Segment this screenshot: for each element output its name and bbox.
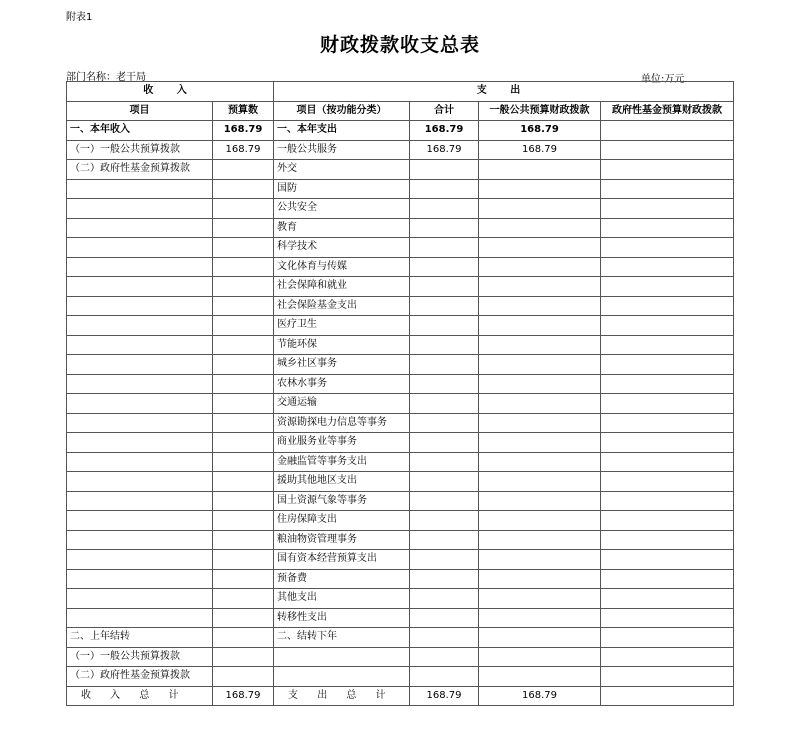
- general-budget-cell: [479, 238, 601, 258]
- expense-item-cell: 社会保障和就业: [274, 277, 410, 297]
- expense-item-cell: 资源勘探电力信息等事务: [274, 413, 410, 433]
- budget-cell: [213, 355, 274, 375]
- col-header-item-func: 项目（按功能分类）: [274, 101, 410, 121]
- budget-cell: [213, 530, 274, 550]
- income-item-cell: [67, 277, 213, 297]
- budget-cell: [213, 550, 274, 570]
- fund-budget-cell: [601, 511, 734, 531]
- income-item-cell: （二）政府性基金预算拨款: [67, 160, 213, 180]
- income-item-cell: [67, 257, 213, 277]
- general-budget-cell: 168.79: [479, 121, 601, 141]
- expense-item-cell: 转移性支出: [274, 608, 410, 628]
- budget-cell: [213, 374, 274, 394]
- expense-item-cell: 交通运输: [274, 394, 410, 414]
- budget-table: [66, 81, 734, 706]
- table-row: [67, 628, 734, 648]
- income-item-cell: [67, 452, 213, 472]
- expense-item-cell: 外交: [274, 160, 410, 180]
- expense-item-cell: 节能环保: [274, 335, 410, 355]
- fund-budget-cell: [601, 238, 734, 258]
- table-row: [67, 647, 734, 667]
- income-item-cell: [67, 316, 213, 336]
- col-header-item: 项目: [67, 101, 213, 121]
- table-row: [67, 238, 734, 258]
- expense-item-cell: 科学技术: [274, 238, 410, 258]
- general-budget-cell: [479, 491, 601, 511]
- income-header: 收 入: [67, 82, 274, 102]
- income-item-cell: （一）一般公共预算拨款: [67, 647, 213, 667]
- unit-label: 单位:万元: [641, 74, 685, 85]
- expense-item-cell: 公共安全: [274, 199, 410, 219]
- budget-cell: [213, 569, 274, 589]
- table-row: [67, 316, 734, 336]
- table-row: [67, 569, 734, 589]
- budget-cell: [213, 452, 274, 472]
- fund-budget-cell: [601, 413, 734, 433]
- budget-cell: 168.79: [213, 140, 274, 160]
- total-cell: [410, 179, 479, 199]
- budget-cell: [213, 433, 274, 453]
- income-item-cell: [67, 296, 213, 316]
- income-item-cell: [67, 179, 213, 199]
- attachment-label: 附表1: [66, 12, 93, 23]
- general-budget-cell: [479, 277, 601, 297]
- table-row: [67, 667, 734, 687]
- general-budget-cell: [479, 550, 601, 570]
- expense-item-cell: 国土资源气象等事务: [274, 491, 410, 511]
- general-budget-cell: [479, 433, 601, 453]
- table-row: [67, 452, 734, 472]
- expense-item-cell: 城乡社区事务: [274, 355, 410, 375]
- table-row: [67, 550, 734, 570]
- fund-budget-cell: [601, 316, 734, 336]
- table-row: [67, 433, 734, 453]
- fund-budget-cell: [601, 355, 734, 375]
- table-row: [67, 355, 734, 375]
- income-item-cell: [67, 433, 213, 453]
- fund-budget-cell: [601, 179, 734, 199]
- general-budget-cell: [479, 511, 601, 531]
- table-row: [67, 394, 734, 414]
- general-budget-cell: [479, 296, 601, 316]
- expense-item-cell: 文化体育与传媒: [274, 257, 410, 277]
- expense-item-cell: 国防: [274, 179, 410, 199]
- table-row: [67, 257, 734, 277]
- col-header-total: 合计: [410, 101, 479, 121]
- table-row: [67, 140, 734, 160]
- budget-cell: [213, 257, 274, 277]
- general-budget-cell: [479, 452, 601, 472]
- total-cell: [410, 647, 479, 667]
- general-budget-cell: [479, 374, 601, 394]
- fund-budget-cell: [601, 647, 734, 667]
- expense-item-cell: 金融监管等事务支出: [274, 452, 410, 472]
- expense-item-cell: 社会保险基金支出: [274, 296, 410, 316]
- table-row: [67, 160, 734, 180]
- table-row: [67, 199, 734, 219]
- general-budget-cell: [479, 628, 601, 648]
- fund-budget-cell: [601, 374, 734, 394]
- table-row: [67, 413, 734, 433]
- budget-cell: [213, 472, 274, 492]
- table-row: [67, 179, 734, 199]
- general-budget-cell: [479, 608, 601, 628]
- total-cell: [410, 296, 479, 316]
- budget-cell: [213, 296, 274, 316]
- income-item-cell: [67, 491, 213, 511]
- total-cell: [410, 452, 479, 472]
- general-budget-cell: [479, 199, 601, 219]
- total-cell: 168.79: [410, 121, 479, 141]
- general-budget-cell: [479, 316, 601, 336]
- fund-budget-cell: [601, 491, 734, 511]
- total-cell: [410, 530, 479, 550]
- fund-budget-cell: [601, 218, 734, 238]
- fund-budget-cell: [601, 550, 734, 570]
- income-item-cell: [67, 472, 213, 492]
- table-body: [67, 121, 734, 706]
- budget-cell: [213, 394, 274, 414]
- budget-cell: [213, 277, 274, 297]
- expense-item-cell: 预备费: [274, 569, 410, 589]
- income-item-cell: [67, 238, 213, 258]
- general-budget-cell: [479, 355, 601, 375]
- budget-cell: [213, 589, 274, 609]
- table-row: [67, 511, 734, 531]
- fund-budget-cell: [601, 472, 734, 492]
- table-row: [67, 374, 734, 394]
- total-cell: [410, 413, 479, 433]
- fund-budget-cell: [601, 121, 734, 141]
- fund-budget-cell: [601, 277, 734, 297]
- budget-cell: [213, 667, 274, 687]
- budget-cell: [213, 608, 274, 628]
- total-cell: [410, 238, 479, 258]
- budget-cell: [213, 316, 274, 336]
- fund-budget-cell: [601, 686, 734, 706]
- total-cell: [410, 667, 479, 687]
- table-header-columns: [67, 101, 734, 121]
- fund-budget-cell: [601, 667, 734, 687]
- budget-cell: [213, 413, 274, 433]
- table-header-group: [67, 82, 734, 102]
- income-item-cell: [67, 394, 213, 414]
- budget-cell: [213, 628, 274, 648]
- general-budget-cell: 168.79: [479, 140, 601, 160]
- total-cell: [410, 374, 479, 394]
- total-cell: [410, 199, 479, 219]
- general-budget-cell: [479, 667, 601, 687]
- general-budget-cell: 168.79: [479, 686, 601, 706]
- income-item-cell: [67, 569, 213, 589]
- col-header-fund: 政府性基金预算财政拨款: [601, 101, 734, 121]
- income-item-cell: [67, 355, 213, 375]
- expense-item-cell: 一、本年支出: [274, 121, 410, 141]
- general-budget-cell: [479, 394, 601, 414]
- budget-cell: [213, 218, 274, 238]
- total-cell: [410, 316, 479, 336]
- income-item-cell: [67, 199, 213, 219]
- budget-cell: [213, 179, 274, 199]
- expense-item-cell: 其他支出: [274, 589, 410, 609]
- budget-cell: 168.79: [213, 121, 274, 141]
- fund-budget-cell: [601, 257, 734, 277]
- total-cell: [410, 589, 479, 609]
- income-item-cell: （二）政府性基金预算拨款: [67, 667, 213, 687]
- general-budget-cell: [479, 160, 601, 180]
- col-header-budget: 预算数: [213, 101, 274, 121]
- general-budget-cell: [479, 413, 601, 433]
- expense-item-cell: [274, 647, 410, 667]
- fund-budget-cell: [601, 569, 734, 589]
- fund-budget-cell: [601, 628, 734, 648]
- table-row: [67, 491, 734, 511]
- fund-budget-cell: [601, 335, 734, 355]
- general-budget-cell: [479, 589, 601, 609]
- general-budget-cell: [479, 569, 601, 589]
- total-cell: 168.79: [410, 140, 479, 160]
- table-row: [67, 608, 734, 628]
- expense-item-cell: 国有资本经营预算支出: [274, 550, 410, 570]
- total-cell: [410, 472, 479, 492]
- fund-budget-cell: [601, 199, 734, 219]
- expense-header: 支 出: [274, 82, 734, 102]
- fund-budget-cell: [601, 452, 734, 472]
- fund-budget-cell: [601, 160, 734, 180]
- income-item-cell: [67, 608, 213, 628]
- table-row: [67, 335, 734, 355]
- total-cell: [410, 335, 479, 355]
- total-cell: [410, 160, 479, 180]
- income-item-cell: [67, 589, 213, 609]
- income-item-cell: [67, 218, 213, 238]
- expense-item-cell: 商业服务业等事务: [274, 433, 410, 453]
- income-item-cell: [67, 550, 213, 570]
- expense-item-cell: 粮油物资管理事务: [274, 530, 410, 550]
- income-item-cell: 一、本年收入: [67, 121, 213, 141]
- expense-item-cell: 教育: [274, 218, 410, 238]
- total-cell: 168.79: [410, 686, 479, 706]
- general-budget-cell: [479, 218, 601, 238]
- total-cell: [410, 628, 479, 648]
- income-item-cell: （一）一般公共预算拨款: [67, 140, 213, 160]
- fund-budget-cell: [601, 433, 734, 453]
- expense-item-cell: 援助其他地区支出: [274, 472, 410, 492]
- fund-budget-cell: [601, 394, 734, 414]
- budget-cell: [213, 491, 274, 511]
- total-cell: [410, 569, 479, 589]
- table-row: [67, 296, 734, 316]
- budget-cell: [213, 335, 274, 355]
- budget-cell: [213, 647, 274, 667]
- total-cell: [410, 608, 479, 628]
- budget-cell: 168.79: [213, 686, 274, 706]
- expense-item-cell: [274, 667, 410, 687]
- table-row: [67, 472, 734, 492]
- expense-item-cell: 支 出 总 计: [274, 686, 410, 706]
- general-budget-cell: [479, 257, 601, 277]
- department-label: 部门名称：老干局: [66, 72, 146, 83]
- total-cell: [410, 433, 479, 453]
- fund-budget-cell: [601, 296, 734, 316]
- income-item-cell: 二、上年结转: [67, 628, 213, 648]
- fund-budget-cell: [601, 530, 734, 550]
- total-cell: [410, 394, 479, 414]
- income-item-cell: [67, 335, 213, 355]
- table-row: [67, 589, 734, 609]
- expense-item-cell: 农林水事务: [274, 374, 410, 394]
- income-item-cell: [67, 413, 213, 433]
- general-budget-cell: [479, 647, 601, 667]
- table-row: [67, 686, 734, 706]
- total-cell: [410, 550, 479, 570]
- expense-item-cell: 住房保障支出: [274, 511, 410, 531]
- total-cell: [410, 277, 479, 297]
- total-cell: [410, 218, 479, 238]
- table-row: [67, 218, 734, 238]
- page-title: 财政拨款收支总表: [319, 34, 480, 56]
- budget-cell: [213, 511, 274, 531]
- total-cell: [410, 257, 479, 277]
- table-row: [67, 277, 734, 297]
- general-budget-cell: [479, 530, 601, 550]
- expense-item-cell: 一般公共服务: [274, 140, 410, 160]
- income-item-cell: [67, 374, 213, 394]
- table-row: [67, 530, 734, 550]
- general-budget-cell: [479, 472, 601, 492]
- general-budget-cell: [479, 179, 601, 199]
- income-item-cell: [67, 511, 213, 531]
- table-row: [67, 121, 734, 141]
- expense-item-cell: 医疗卫生: [274, 316, 410, 336]
- general-budget-cell: [479, 335, 601, 355]
- col-header-general: 一般公共预算财政拨款: [479, 101, 601, 121]
- total-cell: [410, 511, 479, 531]
- total-cell: [410, 355, 479, 375]
- fund-budget-cell: [601, 140, 734, 160]
- budget-cell: [213, 238, 274, 258]
- budget-cell: [213, 160, 274, 180]
- income-item-cell: 收 入 总 计: [67, 686, 213, 706]
- total-cell: [410, 491, 479, 511]
- budget-cell: [213, 199, 274, 219]
- fund-budget-cell: [601, 608, 734, 628]
- income-item-cell: [67, 530, 213, 550]
- fund-budget-cell: [601, 589, 734, 609]
- expense-item-cell: 二、结转下年: [274, 628, 410, 648]
